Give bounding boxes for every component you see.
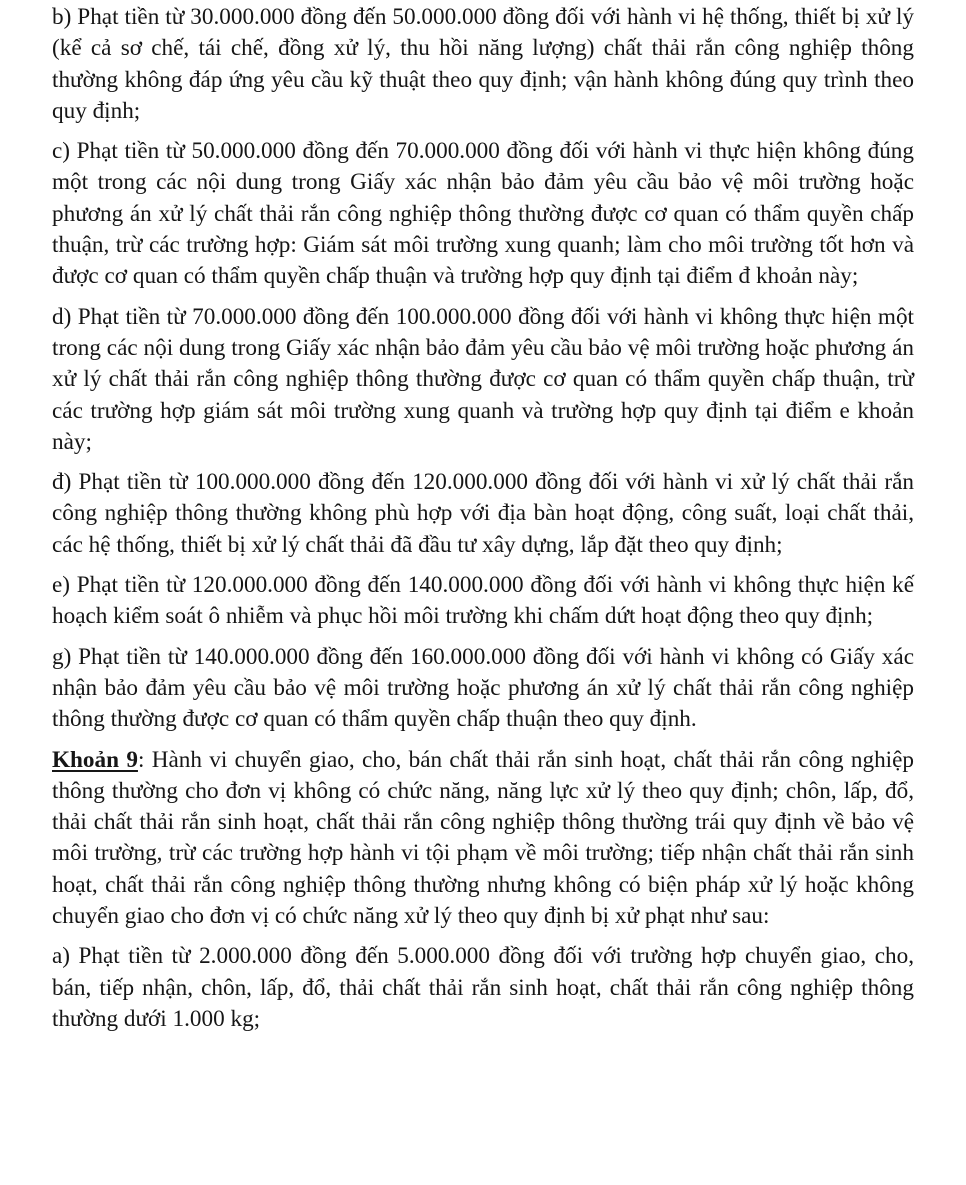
paragraph-point-g: g) Phạt tiền từ 140.000.000 đồng đến 160.000.000 đồng đối với hành vi không có Giấy xác nhận bảo đảm yêu cầu bảo vệ môi trường hoặc phương án xử lý chất thải rắn công nghiệp thông thường được cơ quan có thẩm quyền chấp thuận theo quy định. (52, 643, 914, 733)
paragraph-point-b: b) Phạt tiền từ 30.000.000 đồng đến 50.000.000 đồng đối với hành vi hệ thống, thiết bị xử lý (kể cả sơ chế, tái chế, đồng xử lý, thu hồi năng lượng) chất thải rắn công nghiệp thông thường không đáp ứng yêu cầu kỹ thuật theo quy định; vận hành không đúng quy trình theo quy định; (52, 4, 914, 124)
paragraph-khoan-9 (52, 745, 914, 933)
khoan-9-heading: Khoản 9 (52, 746, 138, 773)
paragraph-point-dd: đ) Phạt tiền từ 100.000.000 đồng đến 120.000.000 đồng đối với hành vi xử lý chất thải rắn công nghiệp thông thường không phù hợp với địa bàn hoạt động, công suất, loại chất thải, các hệ thống, thiết bị xử lý chất thải đã đầu tư xây dựng, lắp đặt theo quy định; (52, 469, 914, 558)
khoan-9-text: : Hành vi chuyển giao, cho, bán chất thải rắn sinh hoạt, chất thải rắn công nghiệp thông thường cho đơn vị không có chức năng, năng lực xử lý theo quy định; chôn, lấp, đổ, thải chất thải rắn sinh hoạt, chất thải rắn công nghiệp thông thường trái quy định về bảo vệ môi trường, trừ các trường hợp hành vi tội phạm về môi trường; tiếp nhận chất thải rắn sinh hoạt, chất thải rắn công nghiệp thông thường nhưng không có biện pháp xử lý hoặc không chuyển giao cho đơn vị có chức năng xử lý theo quy định bị xử phạt như sau: (52, 746, 915, 930)
paragraph-point-a: a) Phạt tiền từ 2.000.000 đồng đến 5.000.000 đồng đối với trường hợp chuyển giao, cho, bán, tiếp nhận, chôn, lấp, đổ, thải chất thải rắn sinh hoạt, chất thải rắn công nghiệp thông thường dưới 1.000 kg; (52, 943, 914, 1032)
paragraph-point-c: c) Phạt tiền từ 50.000.000 đồng đến 70.000.000 đồng đối với hành vi thực hiện không đúng một trong các nội dung trong Giấy xác nhận bảo đảm yêu cầu bảo vệ môi trường hoặc phương án xử lý chất thải rắn công nghiệp thông thường được cơ quan có thẩm quyền chấp thuận, trừ các trường hợp: Giám sát môi trường xung quanh; làm cho môi trường tốt hơn và được cơ quan có thẩm quyền chấp thuận và trường hợp quy định tại điểm đ khoản này; (52, 138, 914, 290)
paragraph-point-d: d) Phạt tiền từ 70.000.000 đồng đến 100.000.000 đồng đối với hành vi không thực hiện một trong các nội dung trong Giấy xác nhận bảo đảm yêu cầu bảo vệ môi trường hoặc phương án xử lý chất thải rắn công nghiệp thông thường được cơ quan có thẩm quyền chấp thuận, trừ các trường hợp giám sát môi trường xung quanh và trường hợp quy định tại điểm e khoản này; (52, 303, 914, 455)
document-body (52, 2, 914, 1044)
paragraph-point-e: e) Phạt tiền từ 120.000.000 đồng đến 140.000.000 đồng đối với hành vi không thực hiện kế hoạch kiểm soát ô nhiễm và phục hồi môi trường khi chấm dứt hoạt động theo quy định; (52, 572, 914, 630)
